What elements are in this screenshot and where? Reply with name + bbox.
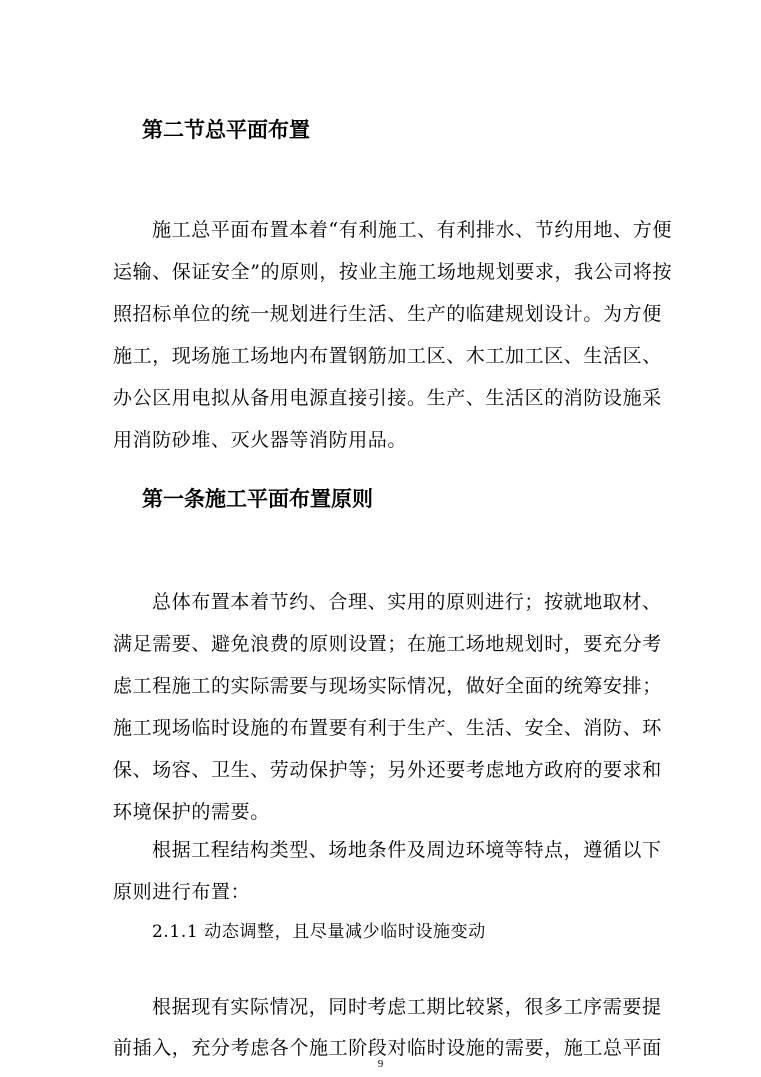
paragraph-line: 前插入，充分考虑各个施工阶段对临时设施的需要，施工总平面 bbox=[113, 1037, 662, 1059]
paragraph-line: 原则进行布置： bbox=[113, 881, 251, 903]
page-number: 9 bbox=[377, 1058, 384, 1070]
article-heading: 第一条施工平面布置原则 bbox=[142, 487, 373, 511]
paragraph-line: 环境保护的需要。 bbox=[113, 801, 270, 823]
paragraph-line: 运输、保证安全”的原则，按业主施工场地规划要求，我公司将按 bbox=[113, 261, 673, 283]
paragraph-line: 办公区用电拟从备用电源直接引接。生产、生活区的消防设施采 bbox=[113, 387, 662, 409]
paragraph-line: 施工总平面布置本着“有利施工、有利排水、节约用地、方便 bbox=[152, 219, 672, 241]
subheading: 2.1.1 动态调整，且尽量减少临时设施变动 bbox=[152, 922, 486, 942]
paragraph-line: 根据现有实际情况，同时考虑工期比较紧，很多工序需要提 bbox=[152, 996, 662, 1018]
paragraph-line: 总体布置本着节约、合理、实用的原则进行；按就地取材、 bbox=[152, 591, 662, 613]
paragraph-line: 照招标单位的统一规划进行生活、生产的临建规划设计。为方便 bbox=[113, 303, 662, 325]
paragraph-line: 满足需要、避免浪费的原则设置；在施工场地规划时，要充分考 bbox=[113, 633, 662, 655]
paragraph-line: 施工，现场施工场地内布置钢筋加工区、木工加工区、生活区、 bbox=[113, 345, 662, 367]
section-heading: 第二节总平面布置 bbox=[142, 118, 310, 142]
paragraph-line: 根据工程结构类型、场地条件及周边环境等特点，遵循以下 bbox=[152, 839, 662, 861]
paragraph-line: 虑工程施工的实际需要与现场实际情况，做好全面的统筹安排； bbox=[113, 675, 662, 697]
paragraph-line: 施工现场临时设施的布置要有利于生产、生活、安全、消防、环 bbox=[113, 717, 662, 739]
paragraph-line: 用消防砂堆、灭火器等消防用品。 bbox=[113, 429, 408, 451]
paragraph-line: 保、场容、卫生、劳动保护等；另外还要考虑地方政府的要求和 bbox=[113, 759, 662, 781]
